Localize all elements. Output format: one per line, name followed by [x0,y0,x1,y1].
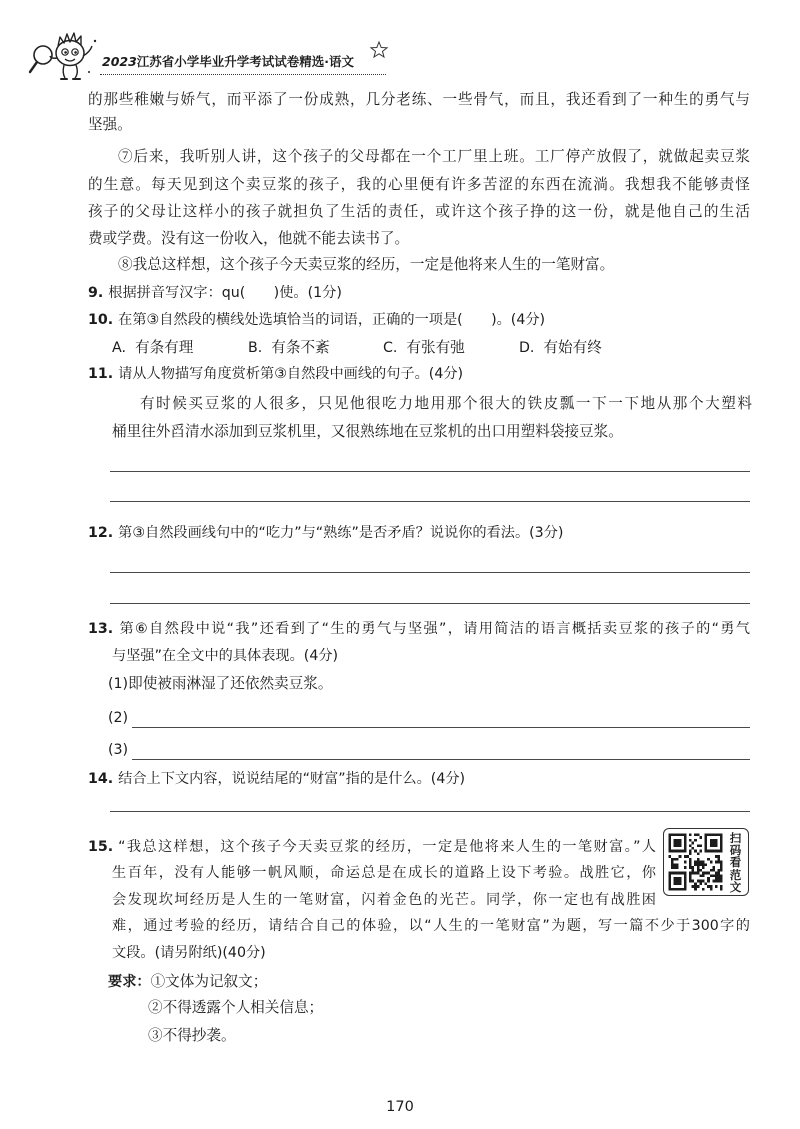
question-15-line-5: 文段。(请另附纸)(40分) [112,945,266,961]
mascot-logo-icon [26,28,100,86]
question-number: 10. [88,312,114,328]
paragraph-6-line-2: 坚强。 [88,116,132,133]
option-label: C. [383,340,398,356]
header-year: 2023 [102,54,137,69]
question-15-line-4: 难，通过考验的经历，请结合自己的体验，以“人生的一笔财富”为题，写一篇不少于300字的 [112,918,750,934]
question-stem: “我总这样想，这个孩子今天卖豆浆的经历，一定是他将来人生的一笔财富。”人 [118,839,656,855]
requirements-row-1 [108,972,267,991]
page-number: 170 [386,1099,414,1115]
answer-line [110,572,750,573]
question-stem: 根据拼音写汉字：qu( )使。(1分) [108,285,342,301]
qr-label: 扫码看范文 [729,831,742,894]
question-13-line-2: 与坚强”在全文中的具体表现。(4分) [112,648,339,664]
paragraph-7-line-1: ⑦后来，我听别人讲，这个孩子的父母都在一个工厂里上班。工厂停产放假了，就做起卖豆浆 [118,148,750,165]
question-number: 13. [88,621,114,637]
question-stem: 请从人物描写角度赏析第③自然段中画线的句子。(4分) [118,366,464,382]
answer-text: 即使被雨淋湿了还依然卖豆浆。 [128,675,333,692]
question-10 [88,311,545,329]
option-a [112,338,193,357]
question-14 [88,770,465,788]
question-number: 9. [88,285,104,301]
star-decoration-icon [368,40,390,60]
header-title-text: 江苏省小学毕业升学考试试卷精选·语文 [136,54,355,69]
question-13-line-1 [88,620,750,638]
question-number: 15. [88,839,114,855]
quoted-sentence-line-1: 有时候买豆浆的人很多，只见他很吃力地用那个很大的铁皮瓢一下一下地从那个大塑料 [140,395,752,412]
paragraph-7-line-4: 费或学费。没有这一份收入，他就不能去读书了。 [88,230,410,247]
answer-line [110,811,750,812]
answer-2-label: (2) [108,710,129,726]
question-stem: 结合上下文内容，说说结尾的“财富”指的是什么。(4分) [118,771,466,787]
qr-code-box [663,828,749,896]
question-12 [88,524,563,542]
option-label: A. [112,340,126,356]
option-text: 有条不紊 [271,339,330,356]
requirements-label: 要求： [108,974,151,990]
option-b [248,338,330,357]
qr-modules [668,833,722,890]
question-11 [88,365,463,383]
header-title [102,54,354,70]
header-divider [100,74,386,75]
answer-3-label: (3) [108,742,129,758]
answer-line [110,471,750,472]
paragraph-7-line-2: 的生意。每天见到这个卖豆浆的孩子，我的心里便有许多苦涩的东西在流淌。我想我不能够责怪 [88,176,750,193]
option-d [519,338,602,357]
question-number: 11. [88,366,114,382]
option-text: 有始有终 [543,339,602,356]
answer-label: (1) [108,676,129,692]
question-number: 14. [88,771,114,787]
option-text: 有张有弛 [406,339,465,356]
question-stem: 第③自然段画线句中的“吃力”与“熟练”是否矛盾？说说你的看法。(3分) [118,525,564,541]
question-stem: 在第③自然段的横线处选填恰当的词语，正确的一项是( )。(4分) [118,312,546,328]
paragraph-7-line-3: 孩子的父母让这样小的孩子就担负了生活的责任，或许这个孩子挣的这一份，就是他自己的生活 [88,203,750,220]
requirement-item: ①文体为记叙文； [150,973,268,990]
question-15-line-1 [88,838,656,856]
requirement-item: ③不得抄袭。 [148,1027,236,1044]
question-stem: 第⑥自然段中说“我”还看到了“生的勇气与坚强”，请用简洁的语言概括卖豆浆的孩子的“勇气 [118,621,750,637]
qr-code-icon [667,832,724,892]
question-15-line-2: 生百年，没有人能够一帆风顺，命运总是在成长的道路上设下考验。战胜它，你 [112,865,656,881]
paragraph-6-line-1: 的那些稚嫩与娇气，而平添了一份成熟，几分老练、一些骨气，而且，我还看到了一种生的勇气与 [88,91,750,108]
option-label: D. [519,340,535,356]
answer-line [110,501,750,502]
option-c [383,338,465,357]
quoted-sentence-line-2: 桶里往外舀清水添加到豆浆机里，又很熟练地在豆浆机的出口用塑料袋接豆浆。 [112,423,623,440]
paragraph-8-line-1: ⑧我总这样想，这个孩子今天卖豆浆的经历，一定是他将来人生的一笔财富。 [118,256,615,273]
option-label: B. [248,340,263,356]
question-number: 12. [88,525,114,541]
answer-line [110,603,750,604]
question-15-line-3: 会发现坎坷经历是人生的一笔财富，闪着金色的光芒。同学，你一定也有战胜困 [112,892,656,908]
question-9 [88,284,342,302]
answer-1 [108,674,332,693]
answer-line [132,759,750,760]
answer-line [132,727,750,728]
option-text: 有条有理 [134,339,194,356]
requirement-item: ②不得透露个人相关信息； [148,999,324,1016]
